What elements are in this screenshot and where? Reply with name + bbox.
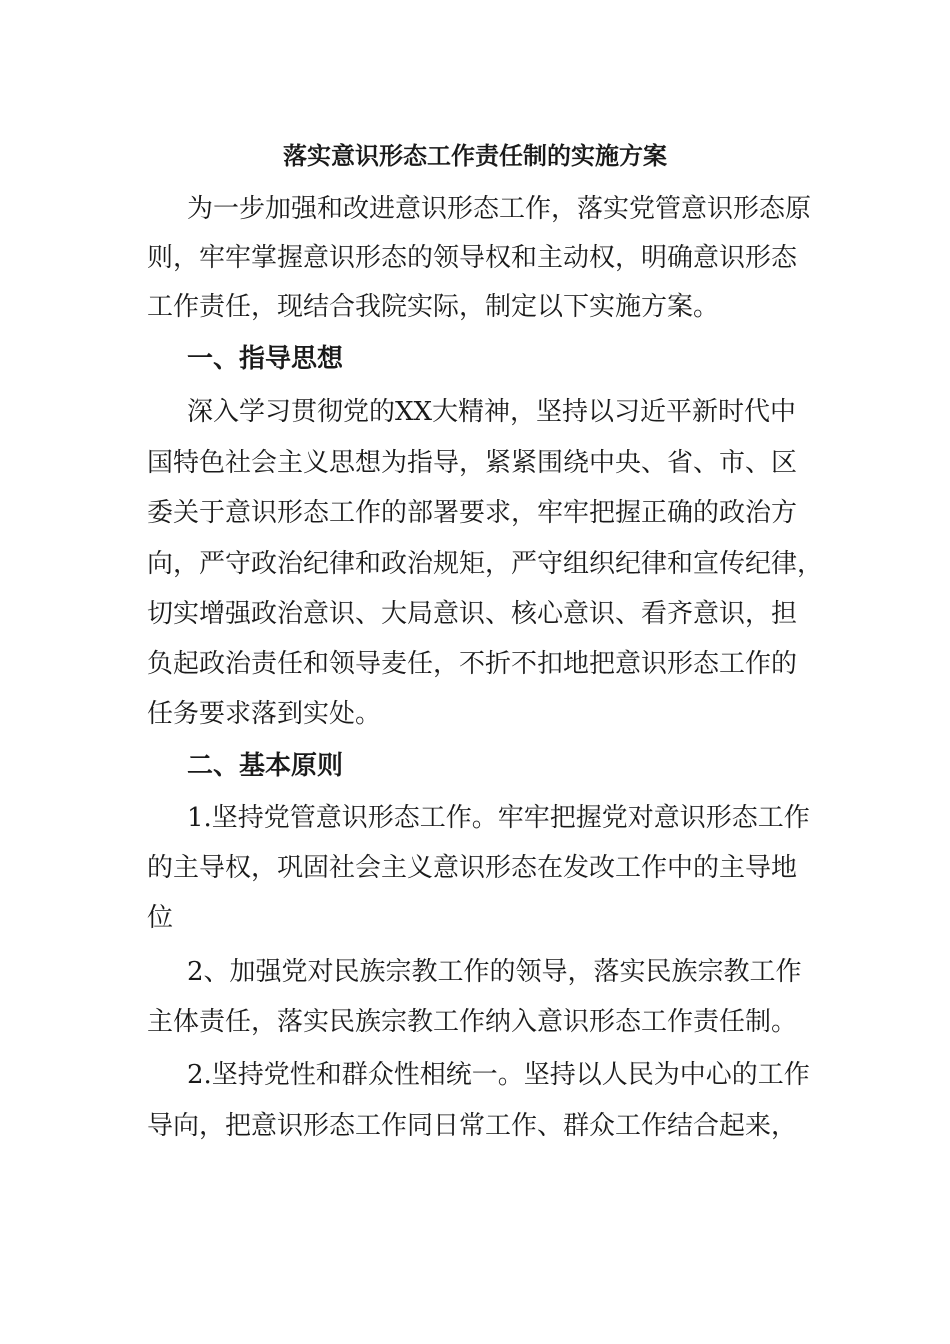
section2-item3-line-1: 2.坚持党性和群众性相统一。坚持以人民为中心的工作 [187, 1060, 810, 1090]
section2-heading: 二、基本原则 [187, 751, 344, 781]
intro-line-3: 工作责任，现结合我院实际，制定以下实施方案。 [147, 292, 720, 322]
document-title: 落实意识形态工作责任制的实施方案 [283, 141, 667, 170]
section1-line-6: 负起政治责任和领导麦任，不折不扣地把意识形态工作的 [147, 649, 798, 679]
section2-item1-line-3: 位 [147, 903, 174, 933]
section2-item1-line-2: 的主导权，巩固社会主义意识形态在发改工作中的主导地 [147, 853, 798, 883]
section1-line-4: 向，严守政治纪律和政治规矩，严守组织纪律和宣传纪律， [147, 549, 824, 579]
section2-item1-line-1: 1.坚持党管意识形态工作。牢牢把握党对意识形态工作 [187, 803, 810, 833]
section1-line-1: 深入学习贯彻党的XX大精神，坚持以习近平新时代中 [187, 397, 797, 427]
section1-heading: 一、指导思想 [187, 344, 344, 374]
section2-item3-line-2: 导向，把意识形态工作同日常工作、群众工作结合起来， [147, 1111, 798, 1141]
section2-item2-line-1: 2、加强党对民族宗教工作的领导，落实民族宗教工作 [187, 957, 802, 987]
intro-line-2: 则，牢牢掌握意识形态的领导权和主动权，明确意识形态 [147, 243, 798, 273]
section2-item2-line-2: 主体责任，落实民族宗教工作纳入意识形态工作责任制。 [147, 1007, 798, 1037]
section1-line-3: 委关于意识形态工作的部署要求，牢牢把握正确的政治方 [147, 498, 798, 528]
section1-line-7: 任务要求落到实处。 [147, 699, 382, 729]
intro-line-1: 为一步加强和改进意识形态工作，落实党管意识形态原 [187, 194, 812, 224]
section1-line-2: 国特色社会主义思想为指导，紧紧围绕中央、省、市、区 [147, 448, 798, 478]
section1-line-5: 切实增强政治意识、大局意识、核心意识、看齐意识，担 [147, 599, 798, 629]
